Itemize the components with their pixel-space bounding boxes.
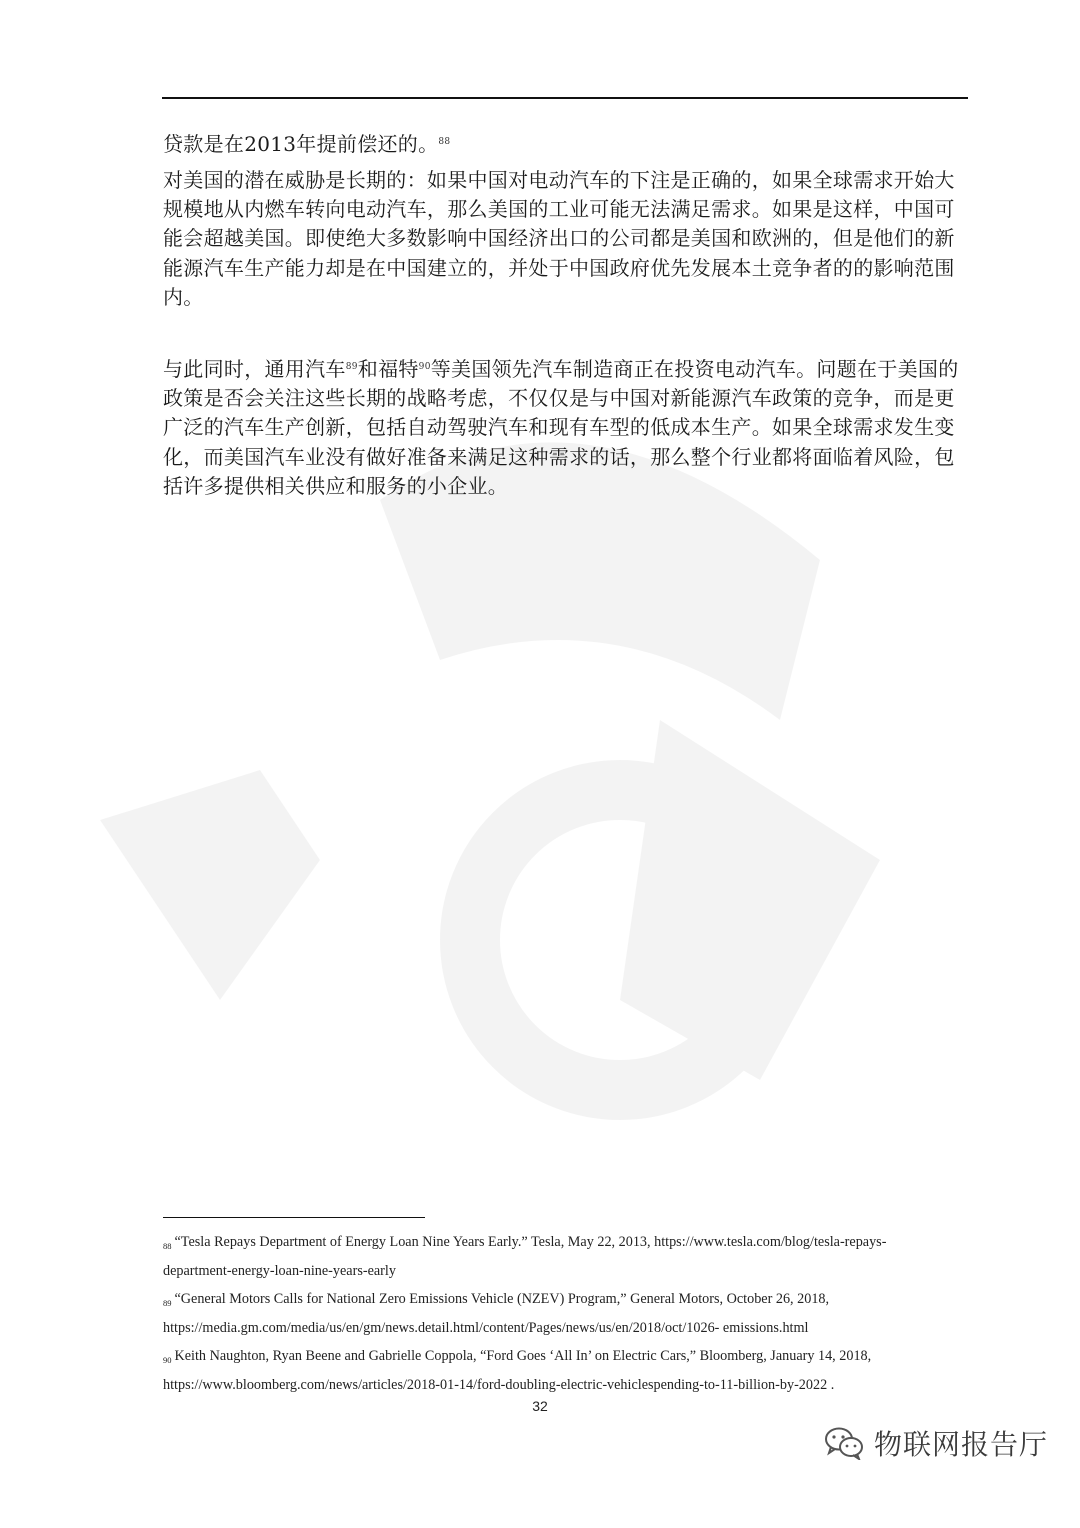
paragraph-2-text: 对美国的潜在威胁是长期的：如果中国对电动汽车的下注是正确的，如果全球需求开始大规模地从内燃车转向电动汽车，那么美国的工业可能无法满足需求。如果是这样，中国可能会超越美国。即使绝大多数影响中国经济出口的公司都是美国和欧洲的，但是他们的新能源汽车生产能力却是在中国建立的，并处于中国政府优先发展本土竞争者的的影响范围内。 — [163, 168, 955, 309]
footnote-text[interactable]: Keith Naughton, Ryan Beene and Gabrielle Coppola, “Ford Goes ‘All In’ on Electric Cars,” Bloomberg, January 14, 2018, https://www.bloomberg.com/news/articles/2018-01-14/ford-doubling-electric-vehiclespending-to-11-billion-by-2022 . — [163, 1348, 872, 1393]
footnote-text[interactable]: “General Motors Calls for National Zero Emissions Vehicle (NZEV) Program,” General Motors, October 26, 2018, https://media.gm.com/media/us/en/gm/news.detail.html/content/Pages/news/us/en/2018/oct/1026- emissions.html — [163, 1291, 830, 1336]
paragraph-3-part1: 与此同时，通用汽车 — [163, 357, 346, 381]
footnote-number: 89 — [163, 1298, 172, 1309]
footnote-number: 88 — [163, 1241, 172, 1251]
brand-name: 物联网报告厅 — [873, 1428, 1048, 1461]
footnote-ref-89[interactable]: 89 — [345, 362, 358, 372]
brand-watermark — [824, 1418, 1048, 1468]
wechat-icon — [824, 1426, 864, 1460]
footnote-separator — [163, 1217, 425, 1218]
footnotes — [163, 1228, 953, 1400]
paragraph-2 — [163, 166, 963, 312]
paragraph-3-part2: 和福特 — [357, 357, 419, 381]
footnote-ref-90[interactable]: 90 — [418, 362, 431, 372]
footnote-ref-88[interactable]: 88 — [438, 137, 451, 147]
footnote-90 — [163, 1342, 953, 1399]
footnote-text[interactable]: “Tesla Repays Department of Energy Loan Nine Years Early.” Tesla, May 22, 2013, https://www.tesla.com/blog/tesla-repays-department-energy-loan-nine-years-early — [163, 1234, 887, 1279]
page-number: 32 — [532, 1398, 548, 1414]
header-rule — [162, 97, 968, 99]
paragraph-3-part3: 等美国领先汽车制造商正在投资电动汽车。问题在于美国的政策是否会关注这些长期的战略考虑，不仅仅是与中国对新能源汽车政策的竞争，而是更广泛的汽车生产创新，包括自动驾驶汽车和现有车型的低成本生产。如果全球需求发生变化，而美国汽车业没有做好准备来满足这种需求的话，那么整个行业都将面临着风险，包括许多提供相关供应和服务的小企业。 — [163, 357, 959, 498]
footnote-88 — [163, 1228, 953, 1285]
paragraph-1 — [163, 130, 963, 159]
footnote-number: 90 — [163, 1355, 172, 1366]
paragraph-3 — [163, 355, 963, 501]
footnote-89 — [163, 1285, 953, 1342]
paragraph-1-text: 贷款是在2013年提前偿还的。 — [163, 132, 439, 156]
